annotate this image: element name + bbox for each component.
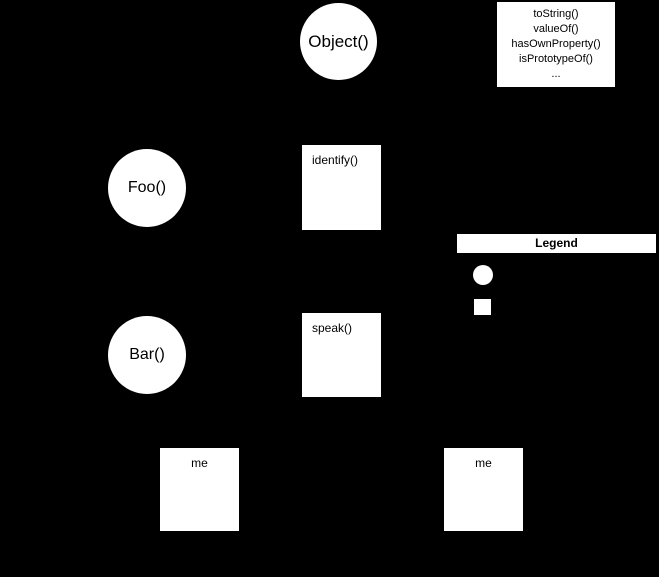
object-method-line: hasOwnProperty() — [511, 38, 601, 51]
legend-circle-swatch — [473, 265, 493, 285]
node-bar-label: Bar() — [129, 346, 165, 363]
object-methods-box — [497, 2, 615, 87]
node-bar — [108, 316, 186, 394]
node-me-right — [444, 448, 523, 531]
node-object — [300, 3, 377, 80]
object-methods-lines — [511, 7, 600, 81]
object-method-line: isPrototypeOf() — [519, 52, 593, 65]
node-speak — [302, 313, 381, 397]
node-foo — [108, 149, 186, 227]
node-identify — [302, 145, 381, 230]
legend-title: Legend — [457, 234, 656, 253]
object-method-line: ... — [551, 67, 561, 80]
node-me-right-label: me — [475, 456, 492, 470]
object-method-line: valueOf() — [533, 23, 579, 36]
node-me-left — [160, 448, 239, 531]
node-me-left-label: me — [191, 456, 208, 470]
node-identify-label: identify() — [312, 153, 359, 167]
object-method-line: toString() — [533, 8, 579, 21]
node-speak-label: speak() — [312, 321, 353, 335]
node-foo-label: Foo() — [127, 179, 167, 196]
node-object-label: Object() — [308, 31, 369, 51]
legend-square-swatch — [474, 299, 491, 315]
